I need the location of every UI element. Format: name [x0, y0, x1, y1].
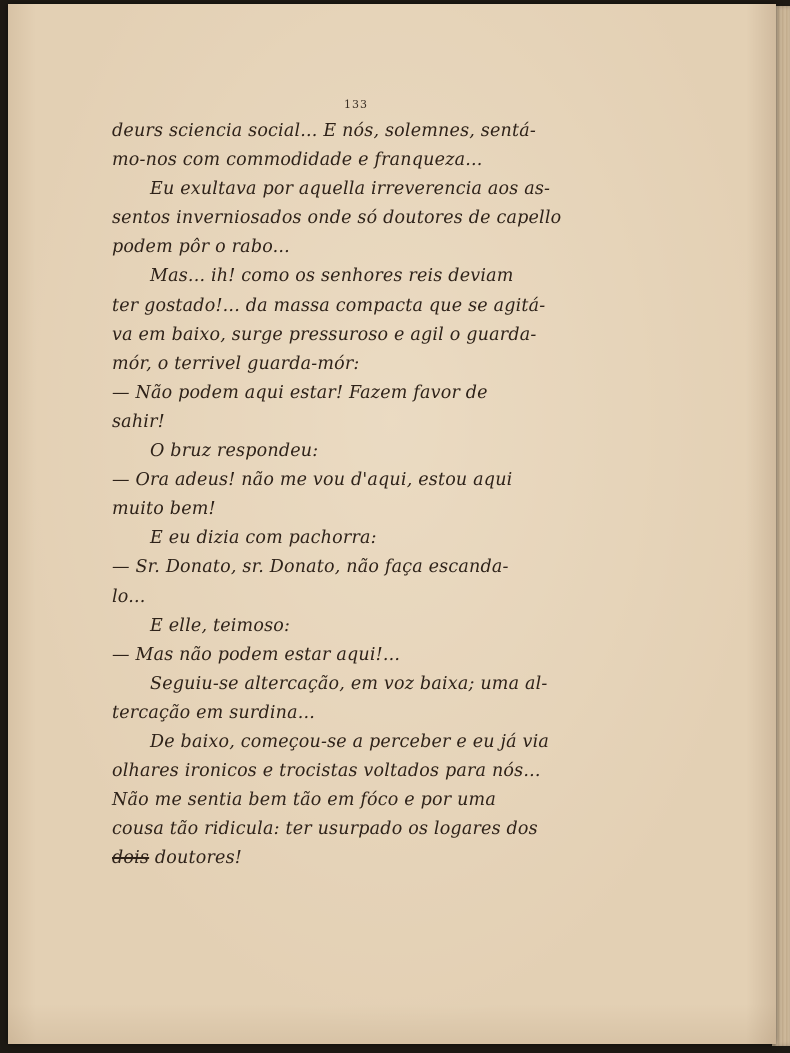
manuscript-line: E eu dizia com pachorra: — [150, 528, 377, 549]
manuscript-line: De baixo, começou-se a perceber e eu já via — [150, 731, 550, 752]
manuscript-line: — Não podem aqui estar! Fazem favor de — [112, 382, 488, 403]
manuscript-line: Não me sentia bem tão em fóco e por uma — [112, 790, 496, 811]
manuscript-line: olhares ironicos e trocistas voltados para nós... — [112, 761, 541, 782]
manuscript-line: sahir! — [112, 411, 165, 432]
manuscript-line: Eu exultava por aquella irreverencia aos as- — [150, 179, 551, 200]
manuscript-line: ter gostado!... da massa compacta que se agitá- — [112, 295, 546, 316]
manuscript-line: sentos inverniosados onde só doutores de capello — [112, 208, 562, 229]
manuscript-line: — Ora adeus! não me vou d'aqui, estou aqui — [112, 470, 513, 491]
manuscript-line: tercação em surdina... — [112, 702, 316, 723]
manuscript-line: Mas... ih! como os senhores reis deviam — [150, 266, 514, 287]
manuscript-line: — Mas não podem estar aqui!... — [112, 644, 401, 665]
manuscript-last-line — [112, 844, 602, 873]
manuscript-line: mór, o terrivel guarda-mór: — [112, 353, 360, 374]
struck-word: dois — [112, 848, 150, 869]
manuscript-line: mo-nos com commodidade e franqueza... — [112, 150, 483, 171]
last-line-text: doutores! — [149, 848, 243, 869]
paper-page — [8, 4, 776, 1044]
manuscript-line: podem pôr o rabo... — [112, 237, 290, 258]
manuscript-line: E elle, teimoso: — [150, 615, 291, 636]
manuscript-line: lo... — [112, 586, 146, 607]
manuscript-line: — Sr. Donato, sr. Donato, não faça escanda- — [112, 557, 509, 578]
page-number: 133 — [344, 98, 368, 111]
manuscript-line: O bruz respondeu: — [150, 441, 319, 462]
manuscript-line: cousa tão ridicula: ter usurpado os logares dos — [112, 819, 538, 840]
manuscript-line: Seguiu-se altercação, em voz baixa; uma al- — [150, 673, 548, 694]
handwritten-text-block — [112, 117, 602, 873]
manuscript-line: muito bem! — [112, 499, 216, 520]
manuscript-line: va em baixo, surge pressuroso e agil o guarda- — [112, 324, 537, 345]
manuscript-line: deurs sciencia social... E nós, solemnes, sentá- — [112, 121, 536, 141]
